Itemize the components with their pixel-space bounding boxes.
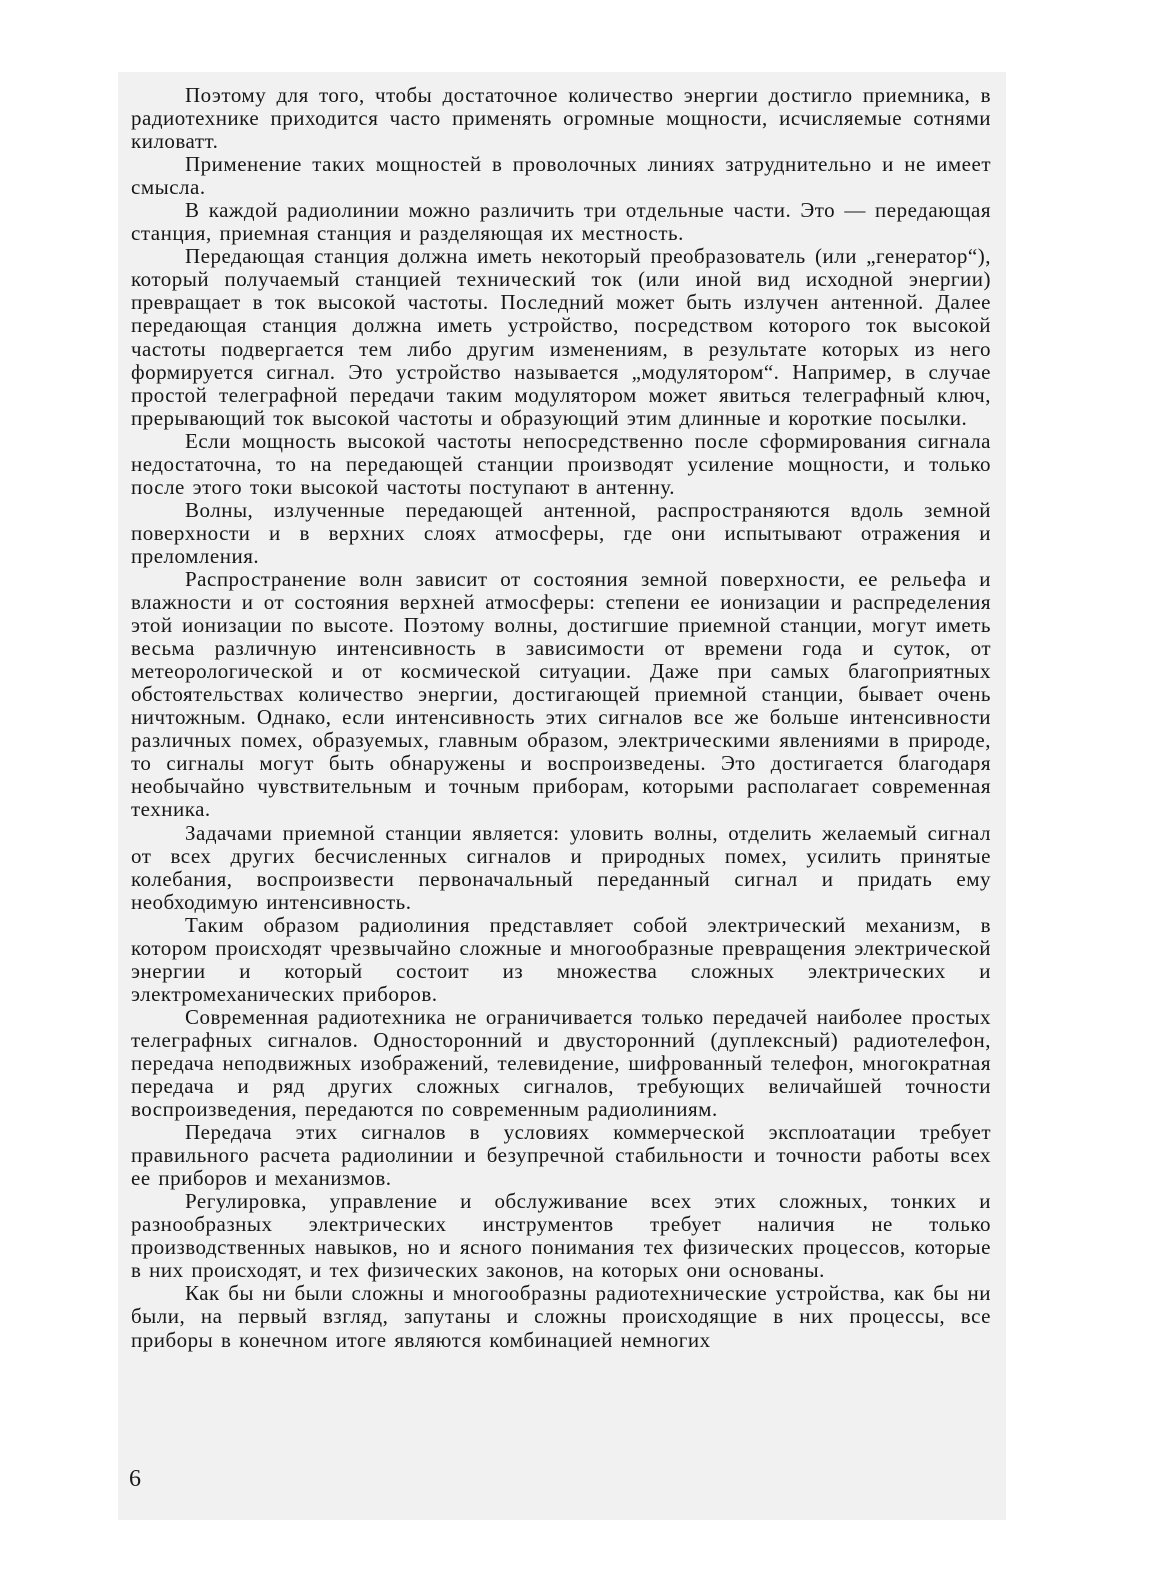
paragraph-6: Волны, излученные передающей антенной, распространяются вдоль земной поверхности и в верхних слоях атмосферы, где они испытывают отражения и преломления. bbox=[131, 497, 991, 568]
paragraph-3: В каждой радиолинии можно различить три отдельные части. Это — передающая станция, приемная станция и разделяющая их местность. bbox=[131, 198, 991, 246]
paragraph-8: Задачами приемной станции является: уловить волны, отделить желаемый сигнал от всех других бесчисленных сигналов и природных помех, усилить принятые колебания, воспроизвести первоначальный переданный сигнал и придать ему необходимую интенсивность. bbox=[131, 820, 991, 914]
paragraph-9: Таким образом радиолиния представляет собой электрический механизм, в котором происходят чрезвычайно сложные и многообразные превращения электрической энергии и который состоит из множества сложных электрических и электромеханических приборов. bbox=[131, 912, 991, 1006]
page-number: 6 bbox=[129, 1466, 141, 1492]
paragraph-12: Регулировка, управление и обслуживание всех этих сложных, тонких и разнообразных электрических инструментов требует наличия не только производственных навыков, но и ясного понимания тех физических процессов, которые в них происходят, и тех физических законов, на которых они основаны. bbox=[131, 1189, 991, 1283]
paragraph-5: Если мощность высокой частоты непосредственно после сформирования сигнала недостаточна, то на передающей станции производят усиление мощности, и только после этого токи высокой частоты поступают в антенну. bbox=[131, 428, 991, 499]
paragraph-1: Поэтому для того, чтобы достаточное количество энергии достигло приемника, в радиотехнике приходится часто применять огромные мощности, исчисляемые сотнями киловатт. bbox=[131, 83, 991, 154]
paragraph-13: Как бы ни были сложны и многообразны радиотехнические устройства, как бы ни были, на первый взгляд, запутаны и сложны происходящие в них процессы, все приборы в конечном итоге являются комбинацией немногих bbox=[131, 1281, 991, 1352]
body-text bbox=[131, 84, 991, 1352]
paragraph-4: Передающая станция должна иметь некоторый преобразователь (или „генератор“), который получаемый станцией технический ток (или иной вид исходной энергии) превращает в ток высокой частоты. Последний может быть излучен антенной. Далее передающая станция должна иметь устройство, посредством которого ток высокой частоты подвергается тем либо другим изменениям, в результате которых из него формируется сигнал. Это устройство называется „модулятором“. Например, в случае простой телеграфной передачи таким модулятором может явиться телеграфный ключ, прерывающий ток высокой частоты и образующий этим длинные и короткие посылки. bbox=[131, 244, 991, 430]
paragraph-10: Современная радиотехника не ограничивается только передачей наиболее простых телеграфных сигналов. Односторонний и двусторонний (дуплексный) радиотелефон, передача неподвижных изображений, телевидение, шифрованный телефон, многократная передача и ряд других сложных сигналов, требующих величайшей точности воспроизведения, передаются по современным радиолиниям. bbox=[131, 1004, 991, 1122]
paragraph-2: Применение таких мощностей в проволочных линиях затруднительно и не имеет смысла. bbox=[131, 152, 991, 200]
paragraph-11: Передача этих сигналов в условиях коммерческой эксплоатации требует правильного расчета радиолинии и безупречной стабильности и точности работы всех ее приборов и механизмов. bbox=[131, 1120, 991, 1191]
paragraph-7: Распространение волн зависит от состояния земной поверхности, ее рельефа и влажности и от состояния верхней атмосферы: степени ее ионизации и распределения этой ионизации по высоте. Поэтому волны, достигшие приемной станции, могут иметь весьма различную интенсивность в зависимости от времени года и суток, от метеорологической и от космической ситуации. Даже при самых благоприятных обстоятельствах количество энергии, достигающей приемной станции, бывает очень ничтожным. Однако, если интенсивность этих сигналов все же больше интенсивности различных помех, образуемых, главным образом, электрическими явлениями в природе, то сигналы могут быть обнаружены и воспроизведены. Это достигается благодаря необычайно чувствительным и точным приборам, которыми располагает современная техника. bbox=[131, 566, 991, 822]
